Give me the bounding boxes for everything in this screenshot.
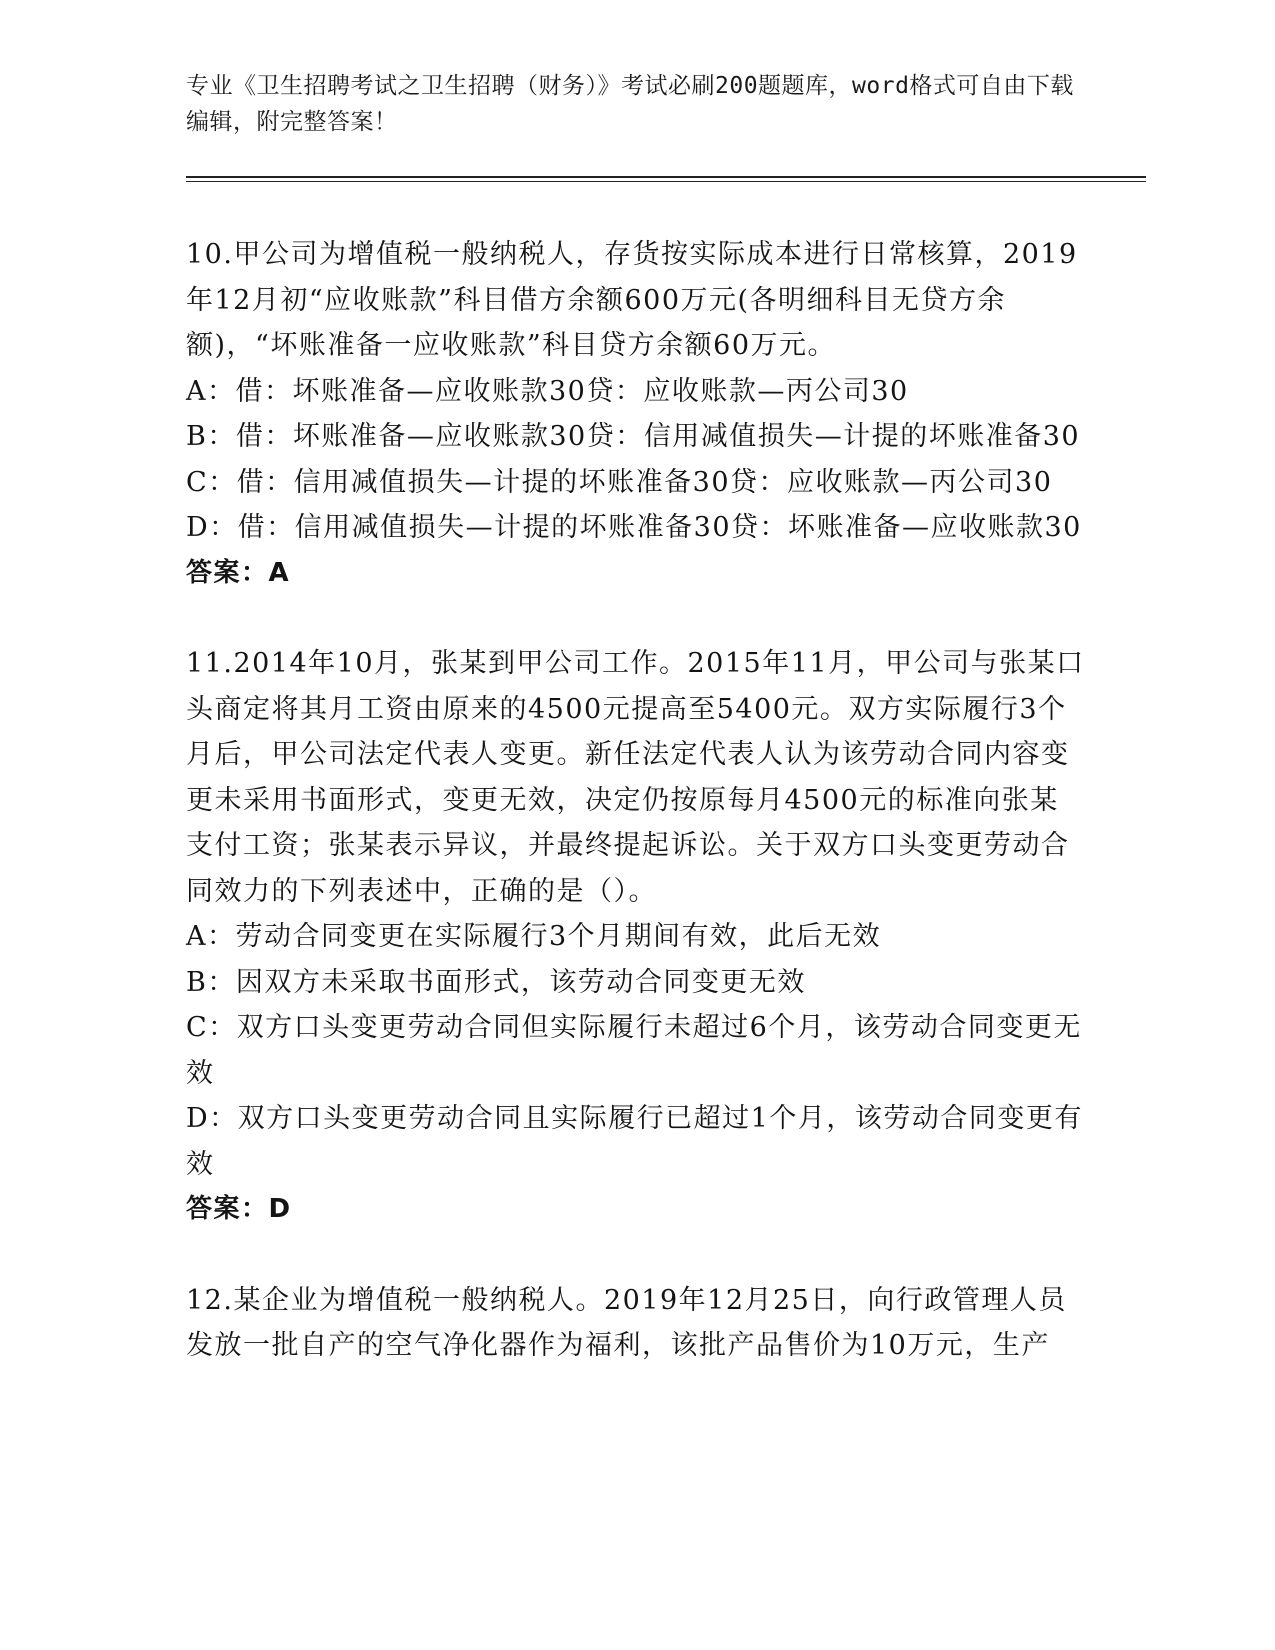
answer-label: 答案：A <box>186 557 291 588</box>
question-stem: 10.甲公司为增值税一般纳税人，存货按实际成本进行日常核算，2019年12月初“应收账款”科目借方余额600万元(各明细科目无贷方余额)，“坏账准备一应收账款”科目贷方余额60万元。 <box>186 239 1078 361</box>
option-d: D：双方口头变更劳动合同且实际履行已超过1个月，该劳动合同变更有效 <box>186 1103 1083 1180</box>
document-header: 专业《卫生招聘考试之卫生招聘（财务）》考试必刷200题题库，word格式可自由下载编辑，附完整答案！ <box>186 73 1074 135</box>
option-b: B：借：坏账准备—应收账款30贷：信用减值损失—计提的坏账准备30 <box>186 421 1081 452</box>
question-list <box>186 232 1086 1414</box>
option-b: B：因双方未采取书面形式，该劳动合同变更无效 <box>186 966 806 998</box>
header-divider <box>186 176 1146 184</box>
question-stem: 11.2014年10月，张某到甲公司工作。2015年11月，甲公司与张某口头商定将其月工资由原来的4500元提高至5400元。双方实际履行3个月后，甲公司法定代表人变更。新任法定代表人认为该劳动合同内容变更未采用书面形式，变更无效，决定仍按原每月4500元的标准向张某支付工资；张某表示异议，并最终提起诉讼。关于双方口头变更劳动合同效力的下列表述中，正确的是（）。 <box>186 648 1085 907</box>
option-c: C：借：信用减值损失—计提的坏账准备30贷：应收账款—丙公司30 <box>186 466 1053 498</box>
option-d: D：借：信用减值损失—计提的坏账准备30贷：坏账准备—应收账款30 <box>186 512 1082 543</box>
answer-label: 答案：D <box>186 1194 292 1224</box>
divider-line-thin <box>186 181 1146 182</box>
question-12 <box>186 1278 1086 1369</box>
question-10 <box>186 232 1086 596</box>
option-c: C：双方口头变更劳动合同但实际履行未超过6个月，该劳动合同变更无效 <box>186 1012 1082 1089</box>
divider-line-thick <box>186 176 1146 178</box>
option-a: A：借：坏账准备—应收账款30贷：应收账款—丙公司30 <box>186 375 909 407</box>
option-a: A：劳动合同变更在实际履行3个月期间有效，此后无效 <box>186 921 882 952</box>
question-stem: 12.某企业为增值税一般纳税人。2019年12月25日，向行政管理人员发放一批自产的空气净化器作为福利，该批产品售价为10万元，生产 <box>186 1284 1067 1361</box>
question-11 <box>186 641 1086 1233</box>
